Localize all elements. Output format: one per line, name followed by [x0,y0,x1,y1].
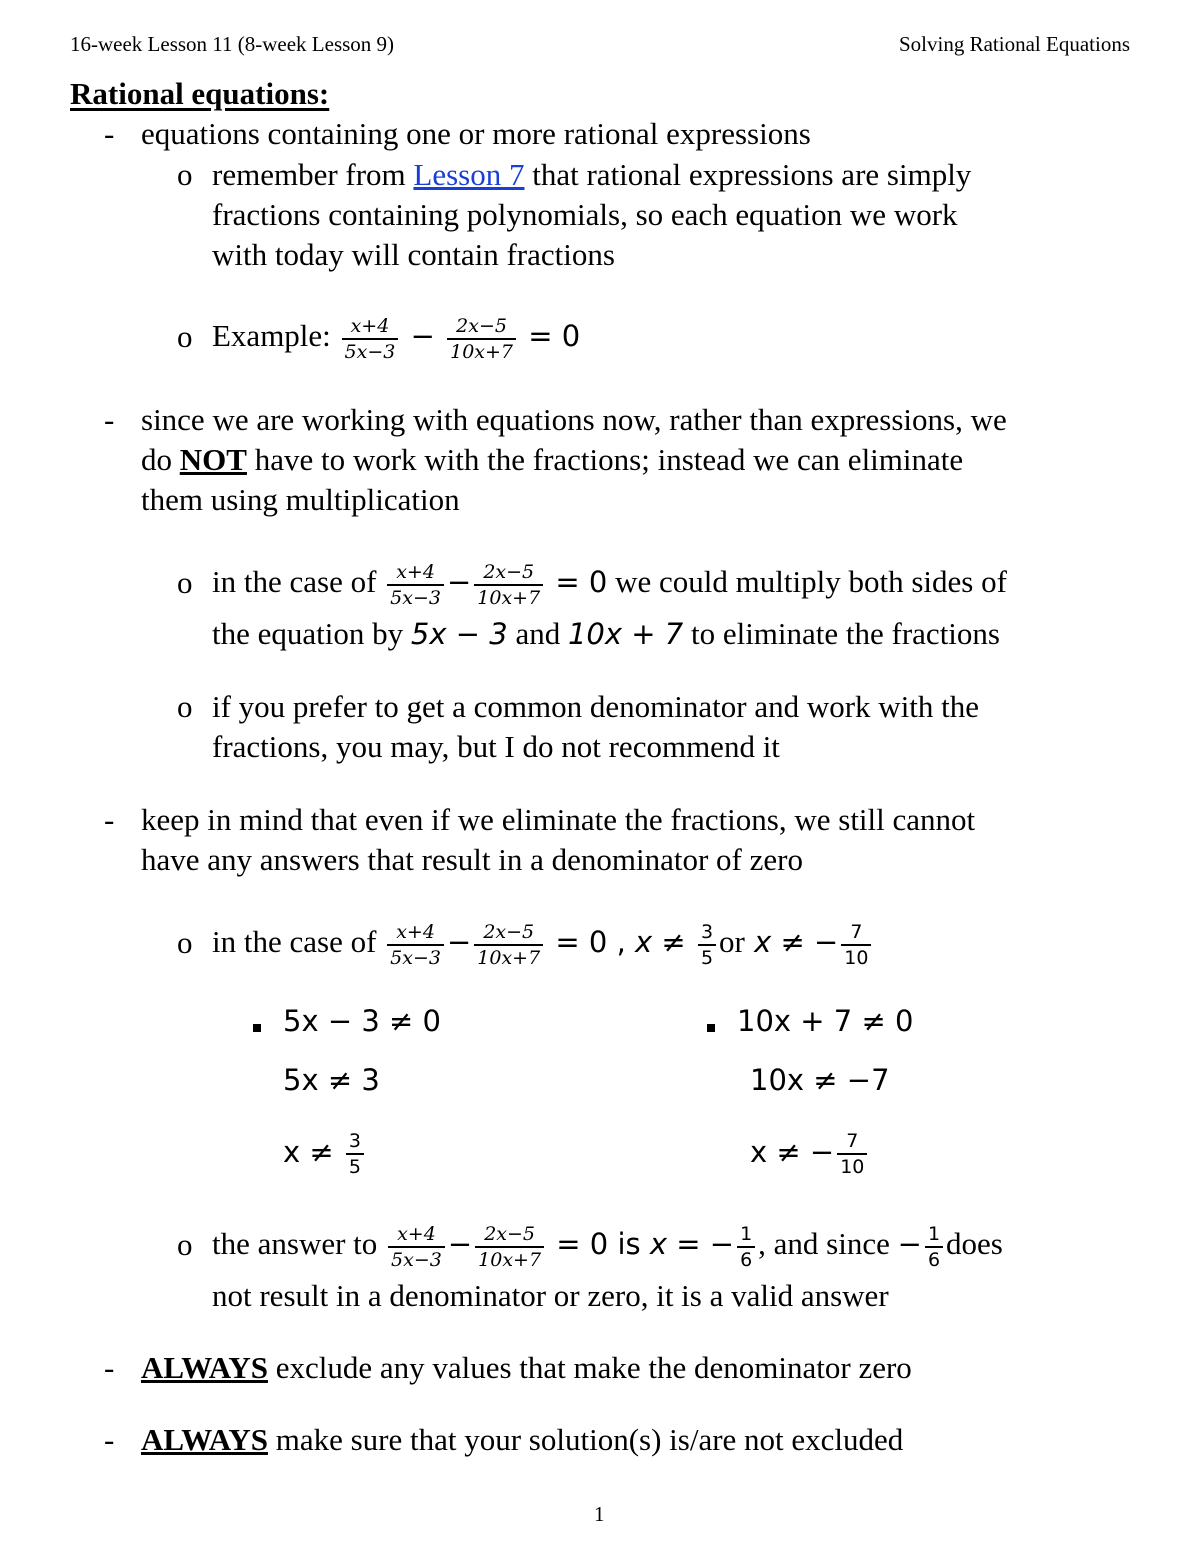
dash-marker: - [104,1350,115,1385]
circle-marker: o [177,565,193,600]
bullet-3b-line1: the answer to $\frac{x+4}{5x-3}$ − $\frac{2x-5}{10x+7}$ = 0 is x = − $\frac{1}{6}$ , and since − $\frac{1}{6}$ does [212,1222,1003,1271]
bullet-2a-line1: in the case of $\frac{x+4}{5x-3}$ − $\frac{2x-5}{10x+7}$ = 0 we could multiply both sides of [212,560,1007,609]
bullet-2a-line2: the equation by 5x − 3 and 10x + 7 to eliminate the fractions [212,616,1000,651]
dash-marker: - [104,1422,115,1457]
header-left: 16-week Lesson 11 (8-week Lesson 9) [70,32,395,56]
bullet-2-line3: them using multiplication [141,482,460,517]
bullet-3-line1: keep in mind that even if we eliminate the fractions, we still cannot [141,802,976,837]
circle-marker: o [177,1227,193,1262]
header-right: Solving Rational Equations [899,32,1130,56]
bullet-2-line1: since we are working with equations now, rather than expressions, we [141,402,1007,437]
step-right-3: x ≠ − $\frac{7}{10}$ [750,1122,870,1182]
bullet-1a-line2: fractions containing polynomials, so each equation we work [212,197,958,232]
bullet-5: ALWAYS make sure that your solution(s) is/are not excluded [141,1422,904,1457]
step-left-2: 5x ≠ 3 [283,1063,380,1097]
bullet-1a-line1: remember from Lesson 7 that rational expressions are simply [212,157,972,192]
bullet-1a-line3: with today will contain fractions [212,237,615,272]
circle-marker: o [177,925,193,960]
bullet-2-line2: do NOT have to work with the fractions; instead we can eliminate [141,442,964,477]
bullet-3-line2: have any answers that result in a denominator of zero [141,842,803,877]
bullet-4: ALWAYS exclude any values that make the denominator zero [141,1350,912,1385]
page-number: 1 [594,1502,605,1526]
bullet-3a-line: in the case of $\frac{x+4}{5x-3}$ − $\frac{2x-5}{10x+7}$ = 0 , x ≠ $\frac{3}{5}$ or x ≠ − $\frac{7}{10}$ [212,912,874,972]
bullet-2b-line1: if you prefer to get a common denominator and work with the [212,689,980,724]
dash-marker: - [104,116,115,151]
bullet-square [253,1019,279,1037]
step-right-1: 10x + 7 ≠ 0 [737,1004,914,1038]
page-title: Rational equations: [70,76,330,111]
circle-marker: o [177,319,193,354]
example-equation: Example: $\frac{x+4}{5x-3}$ − $\frac{2x-5}{10x+7}$ = 0 [212,314,581,363]
step-left-1: 5x − 3 ≠ 0 [283,1004,441,1038]
step-right-2: 10x ≠ −7 [750,1063,890,1097]
dash-marker: - [104,402,115,437]
circle-marker: o [177,157,193,192]
bullet-1: equations containing one or more rational expressions [141,116,811,151]
bullet-2b-line2: fractions, you may, but I do not recommend it [212,729,780,764]
step-left-3: x ≠ $\frac{3}{5}$ [283,1122,367,1182]
bullet-square [707,1019,733,1037]
circle-marker: o [177,689,193,724]
dash-marker: - [104,802,115,837]
lesson-7-link[interactable]: Lesson 7 [413,157,525,192]
bullet-3b-line2: not result in a denominator or zero, it is a valid answer [212,1278,889,1313]
